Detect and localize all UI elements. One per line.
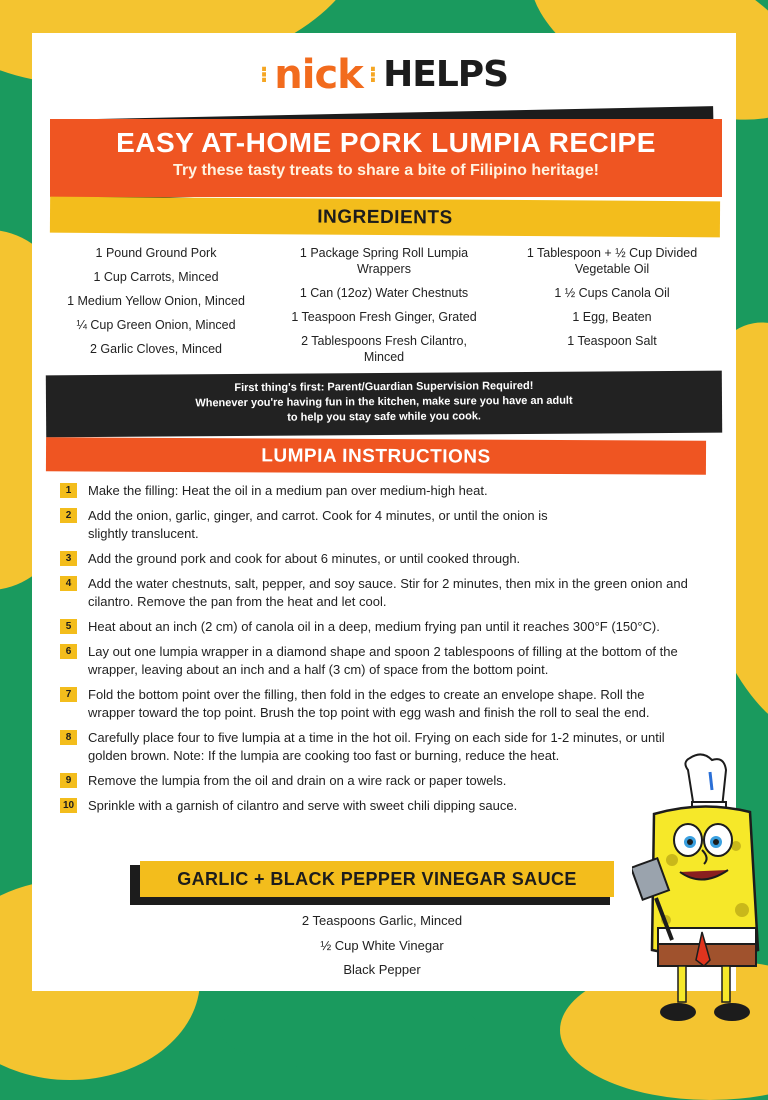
step-text: Lay out one lumpia wrapper in a diamond shape and spoon 2 tablespoons of filling at the bottom of the wrapper, leaving about an inch and a half (3 cm) of space from the bottom point. <box>88 644 678 677</box>
spark-left-icon: ⁝ <box>259 62 269 87</box>
spark-right-icon: ⁝ <box>368 62 378 87</box>
instructions-header: LUMPIA INSTRUCTIONS <box>46 437 706 474</box>
instruction-step <box>60 618 700 636</box>
step-text: Sprinkle with a garnish of cilantro and serve with sweet chili dipping sauce. <box>88 798 518 813</box>
step-number-badge: 1 <box>60 483 77 498</box>
supervision-line: First thing's first: Parent/Guardian Supervision Required! <box>234 379 534 395</box>
step-text: Fold the bottom point over the filling, then fold in the edges to create an envelope shape. Roll the wrapper toward the top point. Brush the top point with egg wash and finish the roll to seal the end. <box>88 687 650 720</box>
ingredients-list <box>42 245 726 373</box>
ingredient-item: ¼ Cup Green Onion, Minced <box>76 318 236 332</box>
ingredients-column <box>42 245 270 373</box>
ingredient-item: 1 Medium Yellow Onion, Minced <box>67 294 245 308</box>
step-text: Make the filling: Heat the oil in a medium pan over medium-high heat. <box>88 483 488 498</box>
title-banner <box>50 119 722 197</box>
step-text: Heat about an inch (2 cm) of canola oil in a deep, medium frying pan until it reaches 300°F (150°C). <box>88 619 660 634</box>
nick-helps-logo <box>32 52 736 105</box>
ingredient-item: 1 ½ Cups Canola Oil <box>554 286 670 300</box>
step-text: Add the ground pork and cook for about 6 minutes, or until cooked through. <box>88 551 521 566</box>
logo-nick-text: nick <box>274 52 363 98</box>
instruction-step <box>60 686 700 722</box>
page-title: EASY AT-HOME PORK LUMPIA RECIPE <box>116 127 656 158</box>
ingredient-item: 1 Pound Ground Pork <box>95 246 217 260</box>
ingredient-item: 1 Tablespoon + ½ Cup Divided Vegetable Oil <box>526 246 698 276</box>
step-number-badge: 9 <box>60 773 77 788</box>
step-number-badge: 5 <box>60 619 77 634</box>
sauce-item: ½ Cup White Vinegar <box>320 937 444 953</box>
ingredient-item: 1 Teaspoon Fresh Ginger, Grated <box>291 310 477 324</box>
ingredient-item: 1 Can (12oz) Water Chestnuts <box>299 286 469 300</box>
supervision-line: Whenever you're having fun in the kitchen, make sure you have an adult <box>195 394 573 410</box>
instruction-step <box>60 550 700 568</box>
step-number-badge: 8 <box>60 730 77 745</box>
step-text: Carefully place four to five lumpia at a time in the hot oil. Frying on each side for 1-2 minutes, or until golden brown. Note: If the lumpia are cooking too fast or burning, reduce the heat. <box>88 730 665 763</box>
instruction-step <box>60 507 700 543</box>
step-number-badge: 3 <box>60 551 77 566</box>
sauce-item: 2 Teaspoons Garlic, Minced <box>301 913 463 928</box>
ingredient-item: 1 Egg, Beaten <box>572 310 652 324</box>
sauce-item: Black Pepper <box>343 962 421 977</box>
page-subtitle: Try these tasty treats to share a bite of Filipino heritage! <box>173 162 599 179</box>
step-number-badge: 7 <box>60 687 77 702</box>
step-number-badge: 2 <box>60 508 77 523</box>
instruction-step <box>60 797 700 815</box>
supervision-line: to help you stay safe while you cook. <box>287 410 482 424</box>
step-number-badge: 10 <box>60 798 77 813</box>
ingredients-column <box>270 245 498 373</box>
step-text: Add the water chestnuts, salt, pepper, and soy sauce. Stir for 2 minutes, then mix in the green onion and cilantro. Remove the pan from the heat and let cool. <box>88 576 688 609</box>
ingredients-column <box>498 245 726 373</box>
background-swoosh <box>220 990 480 1070</box>
sauce-ingredients-list <box>182 909 582 983</box>
step-text: Add the onion, garlic, ginger, and carrot. Cook for 4 minutes, or until the onion is slightly translucent. <box>88 508 548 541</box>
logo-helps-text: HELPS <box>383 54 509 95</box>
ingredient-item: 2 Tablespoons Fresh Cilantro, Minced <box>301 334 467 364</box>
ingredients-header: INGREDIENTS <box>50 197 720 238</box>
step-number-badge: 6 <box>60 644 77 659</box>
instructions-list <box>60 482 700 822</box>
ingredient-item: 1 Teaspoon Salt <box>567 334 657 348</box>
instruction-step <box>60 643 700 679</box>
step-number-badge: 4 <box>60 576 77 591</box>
ingredient-item: 1 Cup Carrots, Minced <box>93 270 219 284</box>
instruction-step <box>60 575 700 611</box>
step-text: Remove the lumpia from the oil and drain on a wire rack or paper towels. <box>88 773 507 788</box>
ingredient-item: 2 Garlic Cloves, Minced <box>90 342 222 356</box>
ingredient-item: 1 Package Spring Roll Lumpia Wrappers <box>299 246 469 276</box>
sauce-header: GARLIC + BLACK PEPPER VINEGAR SAUCE <box>140 861 614 897</box>
spongebob-chef-illustration <box>632 750 768 1024</box>
supervision-notice <box>46 371 722 438</box>
instruction-step <box>60 482 700 500</box>
instruction-step <box>60 729 700 765</box>
instruction-step <box>60 772 700 790</box>
recipe-sheet <box>32 33 736 991</box>
